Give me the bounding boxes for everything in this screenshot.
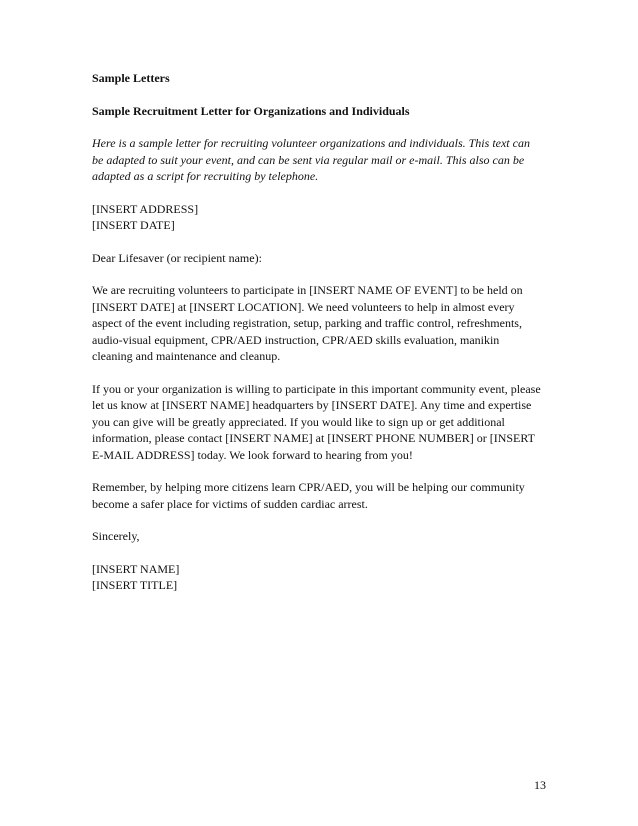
- paragraph-line: information, please contact [INSERT NAME] at [INSERT PHONE NUMBER] or [INSERT: [92, 431, 535, 445]
- paragraph-line: Remember, by helping more citizens learn CPR/AED, you will be helping our community: [92, 480, 525, 494]
- address-block: [92, 201, 562, 234]
- letter-title: Sample Recruitment Letter for Organizations and Individuals: [92, 103, 410, 118]
- paragraph-line: aspect of the event including registration, setup, parking and traffic control, refreshments,: [92, 316, 522, 330]
- body-paragraph-3: [92, 479, 562, 512]
- paragraph-line: let us know at [INSERT NAME] headquarters by [INSERT DATE]. Any time and expertise: [92, 398, 532, 412]
- body-paragraph-1: [92, 282, 562, 365]
- paragraph-line: If you or your organization is willing to participate in this important community event, please: [92, 381, 541, 396]
- paragraph-line: become a safer place for victims of sudden cardiac arrest.: [92, 496, 368, 511]
- signature-name: [INSERT NAME]: [92, 561, 180, 576]
- closing: Sincerely,: [92, 529, 140, 543]
- intro-paragraph: [92, 135, 562, 185]
- paragraph-line: audio-visual equipment, CPR/AED instruction, CPR/AED skills evaluation, manikin: [92, 332, 500, 347]
- paragraph-line: E-MAIL ADDRESS] today. We look forward to hearing from you!: [92, 447, 413, 462]
- intro-line: adapted as a script for recruiting by telephone.: [92, 169, 319, 183]
- signature-title: [INSERT TITLE]: [92, 578, 178, 592]
- paragraph-line: you can give will be greatly appreciated. If you would like to sign up or get additional: [92, 414, 505, 429]
- paragraph-line: We are recruiting volunteers to participate in [INSERT NAME OF EVENT] to be held on: [92, 283, 523, 297]
- body-paragraph-2: [92, 381, 562, 464]
- intro-line: be adapted to suit your event, and can be sent via regular mail or e-mail. This also can be: [92, 152, 525, 167]
- signature-block: [92, 561, 562, 594]
- letter-content: [92, 70, 562, 594]
- intro-line: Here is a sample letter for recruiting volunteer organizations and individuals. This text can: [92, 136, 530, 150]
- paragraph-line: cleaning and maintenance and cleanup.: [92, 349, 281, 363]
- section-title: Sample Letters: [92, 71, 170, 85]
- page-number: 13: [534, 778, 546, 792]
- salutation: Dear Lifesaver (or recipient name):: [92, 250, 262, 265]
- paragraph-line: [INSERT DATE] at [INSERT LOCATION]. We need volunteers to help in almost every: [92, 299, 515, 314]
- address-line: [INSERT ADDRESS]: [92, 201, 199, 216]
- date-line: [INSERT DATE]: [92, 218, 175, 232]
